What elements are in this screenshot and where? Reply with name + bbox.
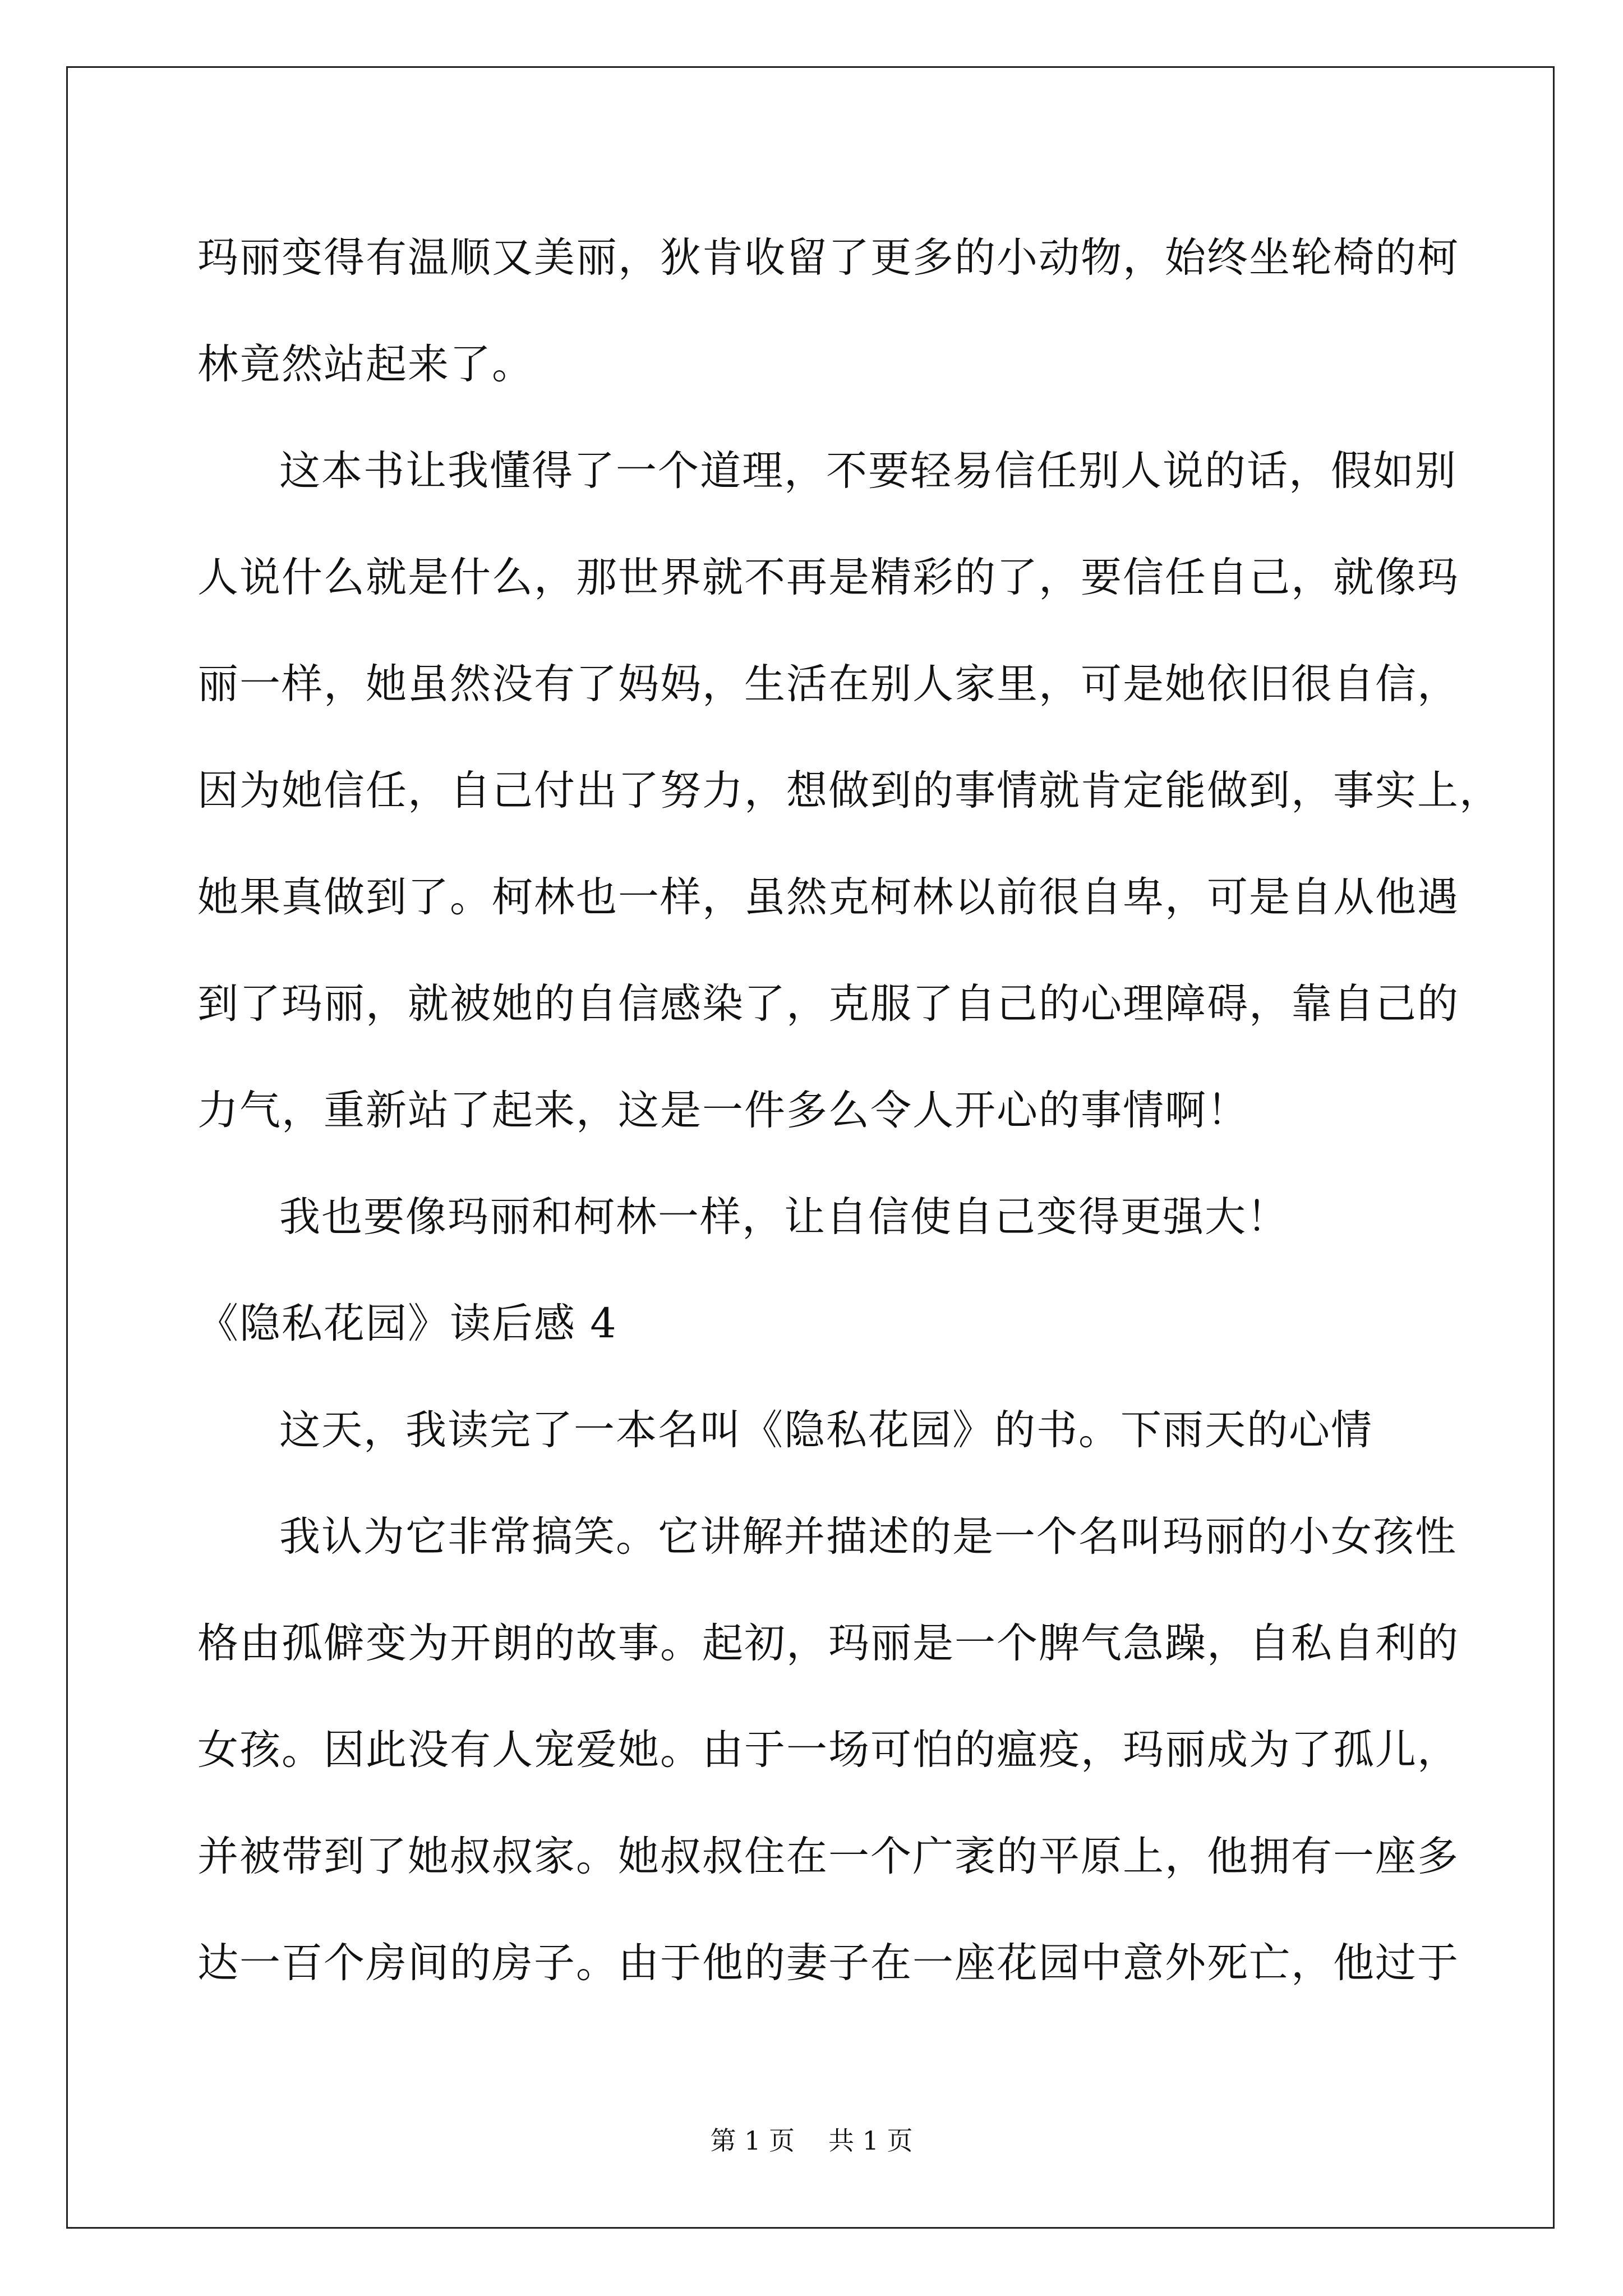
paragraph-line: 力气，重新站了起来，这是一件多么令人开心的事情啊！	[197, 1087, 1249, 1134]
paragraph-line: 达一百个房间的房子。由于他的妻子在一座花园中意外死亡，他过于	[197, 1939, 1459, 1987]
paragraph-line: 到了玛丽，就被她的自信感染了，克服了自己的心理障碍，靠自己的	[197, 980, 1459, 1028]
paragraph-line: 我也要像玛丽和柯林一样，让自信使自己变得更强大！	[279, 1193, 1289, 1241]
paragraph-line: 女孩。因此没有人宠爱她。由于一场可怕的瘟疫，玛丽成为了孤儿，	[197, 1726, 1459, 1774]
page-number-total: 共 1 页	[828, 2125, 913, 2156]
page-footer	[0, 2124, 1623, 2157]
paragraph-line: 她果真做到了。柯林也一样，虽然克柯林以前很自卑，可是自从他遇	[197, 873, 1459, 921]
paragraph-line: 林竟然站起来了。	[197, 341, 534, 388]
paragraph-line: 人说什么就是什么，那世界就不再是精彩的了，要信任自己，就像玛	[197, 554, 1459, 601]
paragraph-line: 丽一样，她虽然没有了妈妈，生活在别人家里，可是她依旧很自信，	[197, 660, 1459, 708]
paragraph-line: 并被带到了她叔叔家。她叔叔住在一个广袤的平原上，他拥有一座多	[197, 1833, 1459, 1880]
document-body	[197, 205, 1501, 2017]
paragraph-line: 这本书让我懂得了一个道理，不要轻易信任别人说的话，假如别	[279, 447, 1457, 495]
paragraph-line: 我认为它非常搞笑。它讲解并描述的是一个名叫玛丽的小女孩性	[279, 1513, 1457, 1561]
section-heading: 《隐私花园》读后感 4	[197, 1300, 617, 1347]
page-number-current: 第 1 页	[710, 2125, 795, 2156]
paragraph-line: 玛丽变得有温顺又美丽，狄肯收留了更多的小动物，始终坐轮椅的柯	[197, 234, 1459, 282]
paragraph-line: 因为她信任，自己付出了努力，想做到的事情就肯定能做到，事实上，	[197, 767, 1501, 815]
paragraph-line: 这天，我读完了一本名叫《隐私花园》的书。下雨天的心情	[279, 1406, 1373, 1454]
paragraph-line: 格由孤僻变为开朗的故事。起初，玛丽是一个脾气急躁，自私自利的	[197, 1619, 1459, 1667]
